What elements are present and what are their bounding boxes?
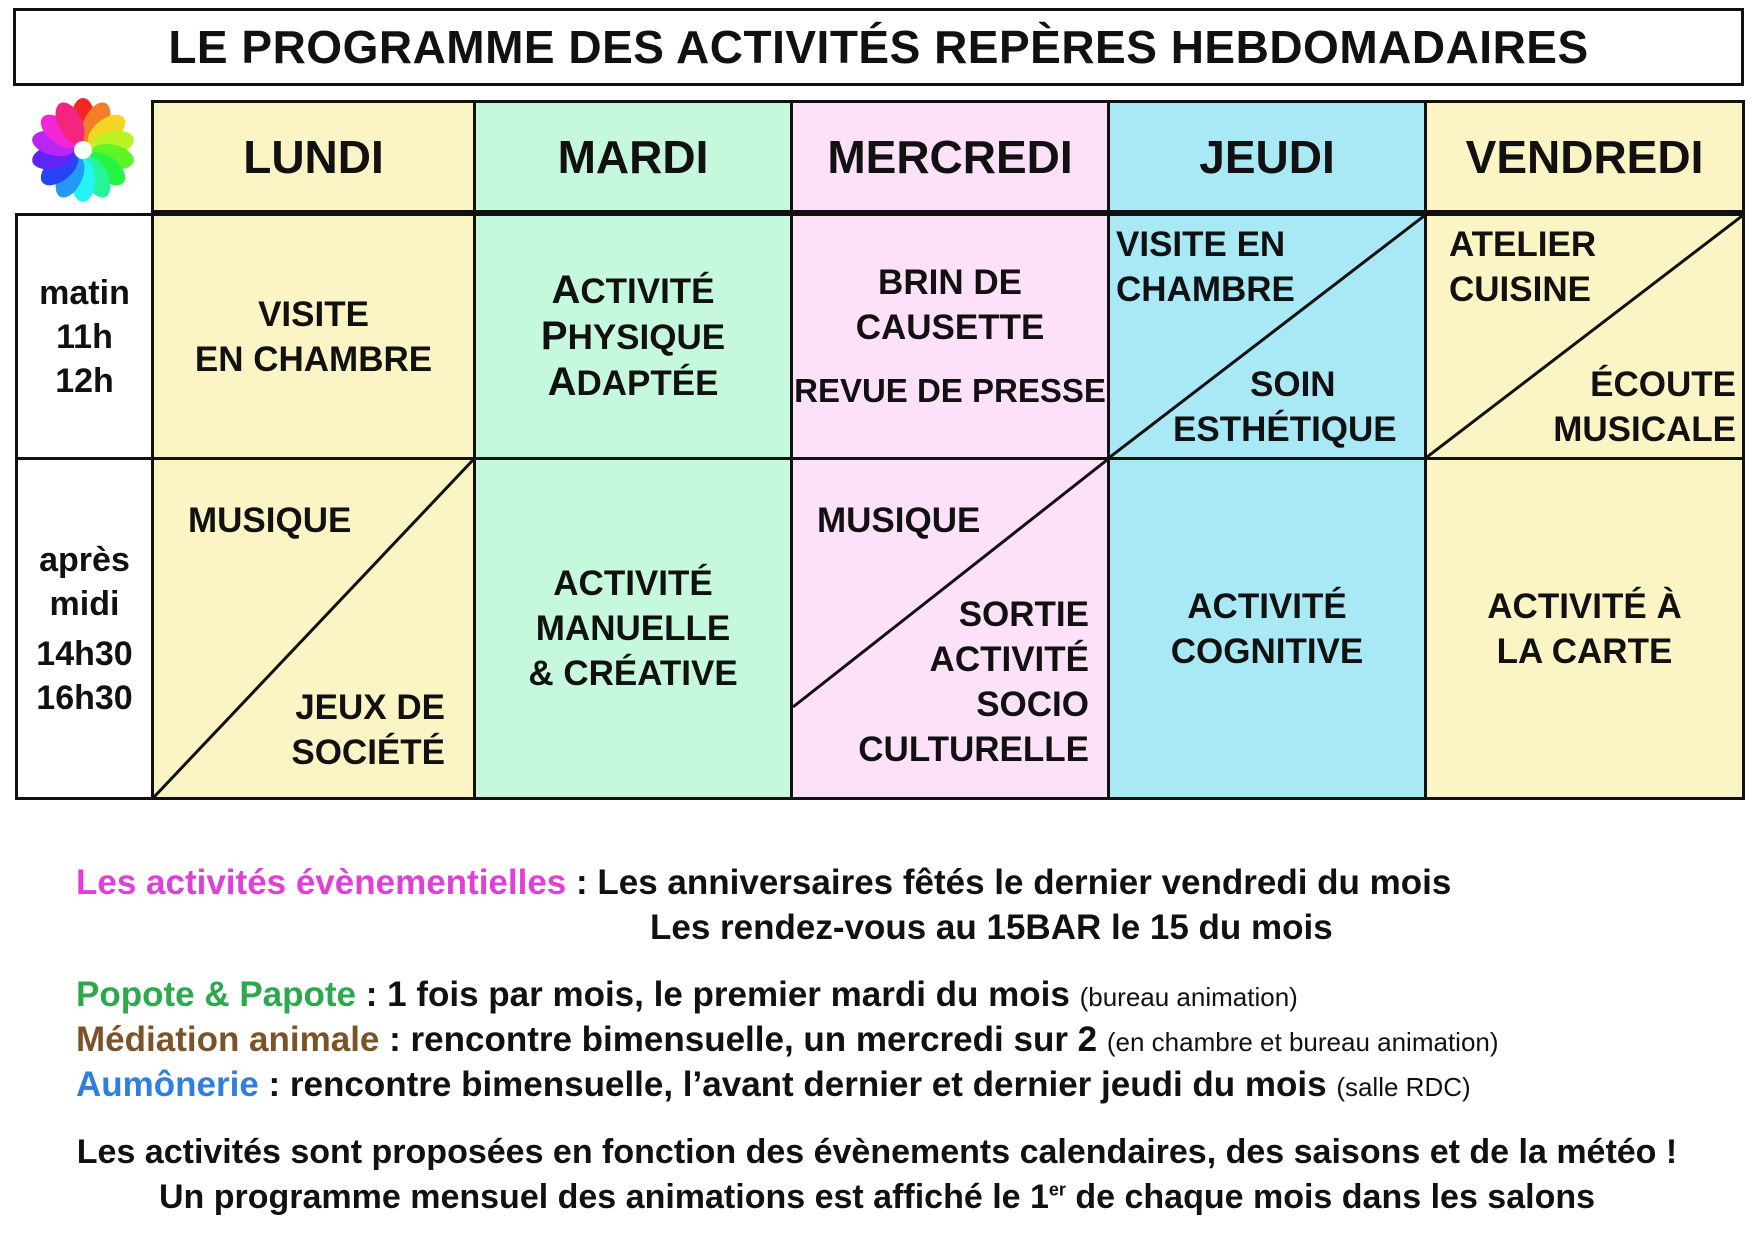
- events-line-1: Les anniversaires fêtés le dernier vendredi du mois: [597, 863, 1452, 902]
- time-label: 12h: [55, 361, 114, 400]
- time-label: après: [39, 540, 130, 579]
- activity-text: REVUE DE PRESSE: [794, 372, 1106, 409]
- activity-text-bottom: SOIN: [1250, 365, 1336, 404]
- activity-rest: CTIVITÉ: [580, 271, 715, 311]
- header-vendredi: [1424, 100, 1745, 213]
- activity-text-top: MUSIQUE: [817, 501, 981, 540]
- activity-text: MANUELLE: [535, 609, 731, 648]
- mediation-location: (en chambre et bureau animation): [1106, 1027, 1499, 1057]
- activity-text-bottom: SOCIÉTÉ: [291, 733, 445, 772]
- activity-text-top: ATELIER: [1449, 225, 1597, 264]
- events-separator: :: [566, 863, 598, 902]
- activity-text: & CRÉATIVE: [528, 654, 738, 693]
- aumonerie-location: (salle RDC): [1336, 1072, 1471, 1102]
- activity-text: LA CARTE: [1496, 631, 1673, 671]
- activity-initial: A: [547, 359, 577, 404]
- activity-rest: HYSIQUE: [567, 317, 726, 357]
- afternoon-lundi: [151, 457, 476, 800]
- activity-text-top: VISITE EN: [1116, 225, 1286, 264]
- morning-lundi: [151, 213, 476, 460]
- mediation-label: Médiation animale: [76, 1020, 380, 1059]
- footer-text: de chaque mois dans les salons: [1065, 1178, 1596, 1216]
- activity-text: COGNITIVE: [1170, 631, 1364, 671]
- activity-text-bottom: JEUX DE: [295, 688, 445, 727]
- day-label: MARDI: [557, 130, 709, 183]
- activity-text: [551, 268, 714, 314]
- activity-text-bottom: SORTIE: [958, 595, 1089, 634]
- events-label: Les activités évènementielles: [76, 863, 567, 902]
- activity-text: BRIN DE: [878, 263, 1022, 302]
- day-label: MERCREDI: [827, 130, 1073, 183]
- activity-text: ACTIVITÉ: [1187, 586, 1347, 626]
- activity-text-top: CHAMBRE: [1116, 270, 1295, 309]
- activity-text-top: MUSIQUE: [188, 501, 352, 540]
- aumonerie-note: [76, 1064, 1471, 1108]
- activity-text-bottom: CULTURELLE: [858, 730, 1089, 769]
- activity-text: ACTIVITÉ À: [1487, 586, 1682, 626]
- aumonerie-label: Aumônerie: [76, 1065, 259, 1104]
- activity-text-bottom: ÉCOUTE: [1590, 365, 1736, 404]
- events-line-2: Les rendez-vous au 15BAR le 15 du mois: [650, 908, 1333, 947]
- day-label: VENDREDI: [1465, 130, 1704, 183]
- page-title-text: LE PROGRAMME DES ACTIVITÉS REPÈRES HEBDOMADAIRES: [168, 21, 1589, 73]
- footer-text: Les activités sont proposées en fonction des évènements calendaires, des saisons et de la météo !: [76, 1133, 1678, 1171]
- activity-text-bottom: ACTIVITÉ: [929, 640, 1089, 679]
- activity-text-bottom: SOCIO: [976, 685, 1089, 724]
- morning-jeudi: [1107, 213, 1427, 460]
- activity-initial: P: [540, 313, 568, 358]
- afternoon-vendredi: [1424, 457, 1745, 800]
- activity-text: [548, 360, 719, 406]
- time-label: 14h30: [36, 634, 133, 673]
- afternoon-mardi: [473, 457, 793, 800]
- time-label: midi: [49, 584, 120, 623]
- activity-rest: DAPTÉE: [576, 363, 719, 403]
- footer-text: Un programme mensuel des animations est affiché le 1: [158, 1178, 1049, 1216]
- morning-vendredi: [1424, 213, 1745, 460]
- afternoon-jeudi: [1107, 457, 1427, 800]
- page-title: [13, 8, 1744, 86]
- activity-text: ACTIVITÉ: [553, 564, 713, 603]
- footer-line-1: [0, 1133, 1754, 1172]
- activity-text-bottom: ESTHÉTIQUE: [1173, 410, 1397, 449]
- popote-note: [76, 974, 1298, 1018]
- time-morning: [15, 213, 154, 460]
- day-label: JEUDI: [1199, 130, 1335, 183]
- time-afternoon: [15, 457, 154, 800]
- events-note: [76, 862, 1451, 904]
- afternoon-mercredi: [790, 457, 1110, 800]
- popote-label: Popote & Papote: [76, 975, 357, 1014]
- aumonerie-text: : rencontre bimensuelle, l’avant dernier et dernier jeudi du mois: [258, 1065, 1337, 1104]
- header-lundi: [151, 100, 476, 213]
- footer-line-2: [0, 1178, 1754, 1217]
- activity-text: EN CHAMBRE: [194, 339, 433, 379]
- morning-mardi: [473, 213, 793, 460]
- mediation-note: [76, 1019, 1499, 1063]
- mediation-text: : rencontre bimensuelle, un mercredi sur 2: [379, 1020, 1107, 1059]
- activity-text: [541, 314, 725, 360]
- activity-initial: A: [551, 267, 581, 312]
- footer-superscript: er: [1048, 1179, 1066, 1200]
- time-label: 11h: [56, 317, 113, 356]
- header-mercredi: [790, 100, 1110, 213]
- time-label: matin: [39, 273, 130, 312]
- activity-text: CAUSETTE: [855, 308, 1045, 347]
- popote-text: : 1 fois par mois, le premier mardi du mois: [356, 975, 1080, 1014]
- popote-location: (bureau animation): [1079, 982, 1298, 1012]
- events-note-2: [650, 907, 1333, 949]
- header-jeudi: [1107, 100, 1427, 213]
- time-label: 16h30: [36, 678, 133, 717]
- flower-petals-icon: [28, 95, 138, 205]
- morning-mercredi: [790, 213, 1110, 460]
- activity-text-top: CUISINE: [1449, 270, 1591, 309]
- day-label: LUNDI: [243, 130, 384, 183]
- activity-text-bottom: MUSICALE: [1553, 410, 1736, 449]
- header-mardi: [473, 100, 793, 213]
- activity-text: VISITE: [258, 294, 369, 334]
